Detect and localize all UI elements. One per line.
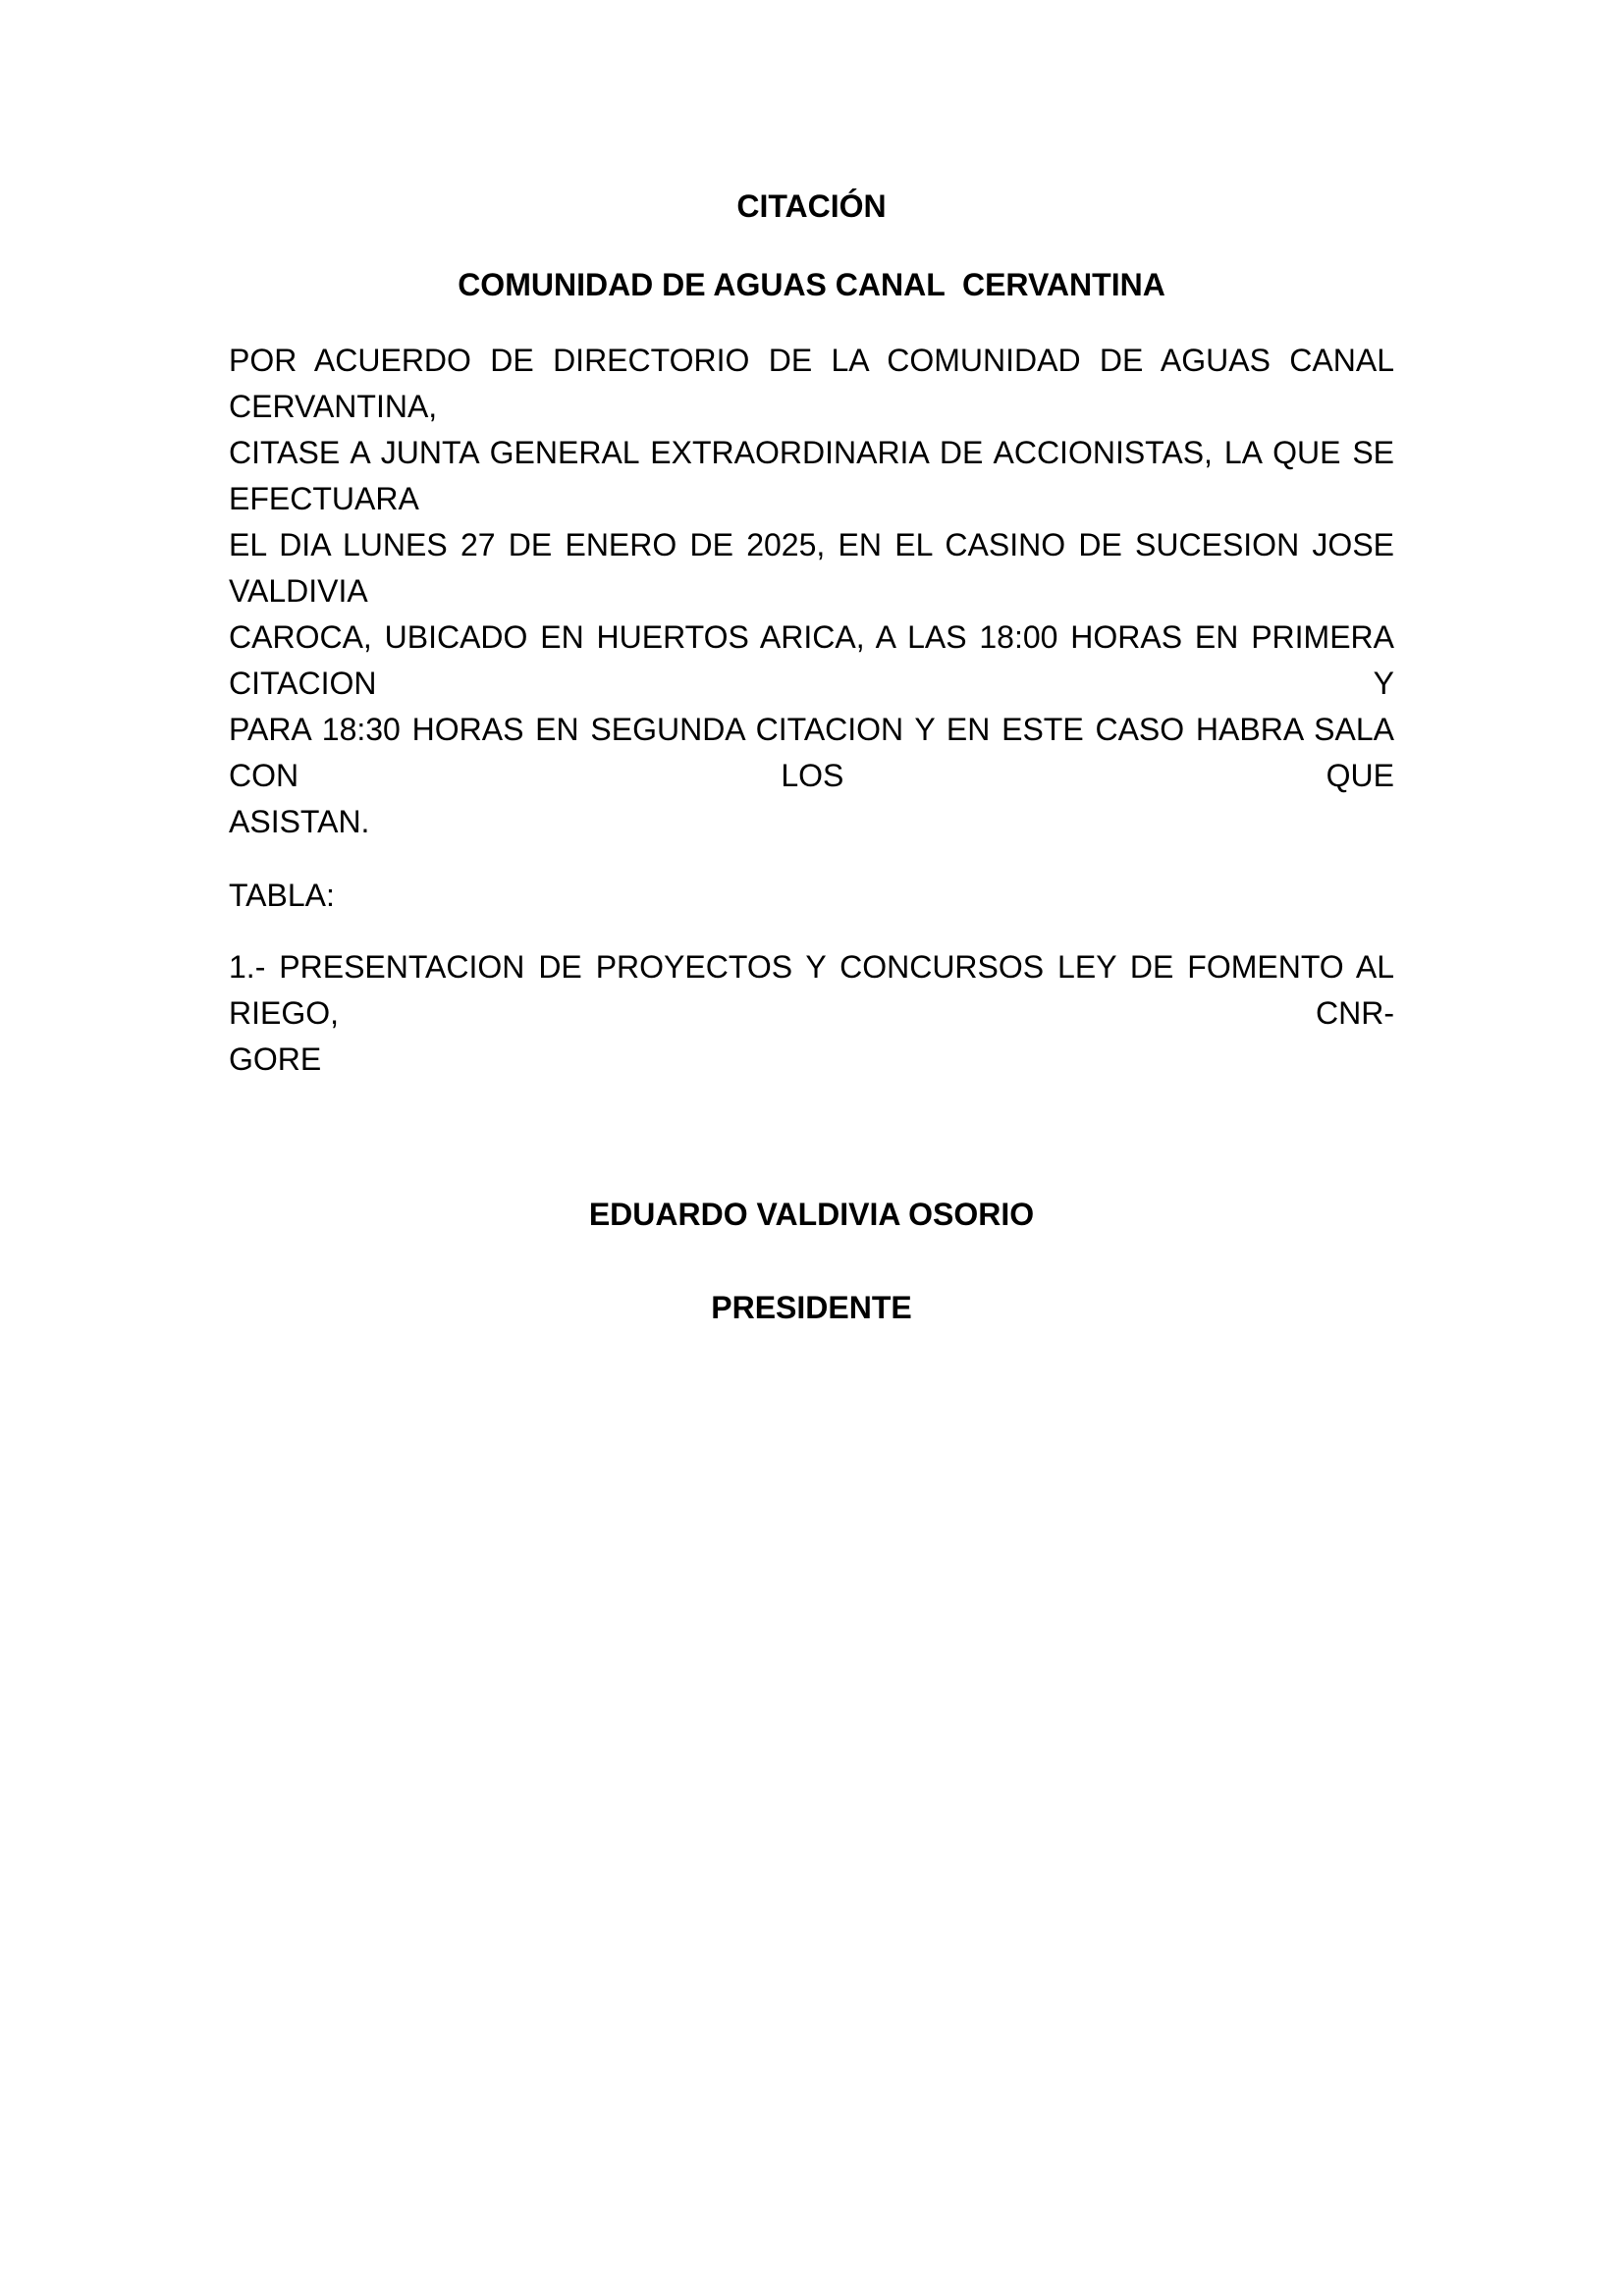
signature-role: PRESIDENTE [711, 1290, 912, 1325]
document-title: CITACIÓN [736, 188, 887, 224]
notice-paragraph-line-1: POR ACUERDO DE DIRECTORIO DE LA COMUNIDAD DE AGUAS CANAL CERVANTINA, [229, 343, 1394, 424]
agenda-label: TABLA: [229, 878, 335, 913]
agenda-item-line-1: 1.- PRESENTACION DE PROYECTOS Y CONCURSOS LEY DE FOMENTO AL RIEGO, CNR- [229, 949, 1394, 1031]
agenda-item [229, 944, 1394, 1083]
notice-paragraph-line-3: EL DIA LUNES 27 DE ENERO DE 2025, EN EL CASINO DE SUCESION JOSE VALDIVIA [229, 527, 1394, 609]
notice-paragraph-line-4: CAROCA, UBICADO EN HUERTOS ARICA, A LAS 18:00 HORAS EN PRIMERA CITACION Y [229, 619, 1394, 701]
document-subtitle: COMUNIDAD DE AGUAS CANAL CERVANTINA [458, 267, 1165, 302]
signature-name: EDUARDO VALDIVIA OSORIO [588, 1197, 1035, 1232]
notice-paragraph-line-5: PARA 18:30 HORAS EN SEGUNDA CITACION Y EN ESTE CASO HABRA SALA CON LOS QUE [229, 712, 1394, 793]
notice-paragraph-line-6: ASISTAN. [229, 804, 370, 839]
agenda-item-line-2: GORE [229, 1041, 322, 1077]
notice-paragraph-line-2: CITASE A JUNTA GENERAL EXTRAORDINARIA DE ACCIONISTAS, LA QUE SE EFECTUARA [229, 435, 1394, 516]
notice-paragraph [229, 338, 1394, 845]
